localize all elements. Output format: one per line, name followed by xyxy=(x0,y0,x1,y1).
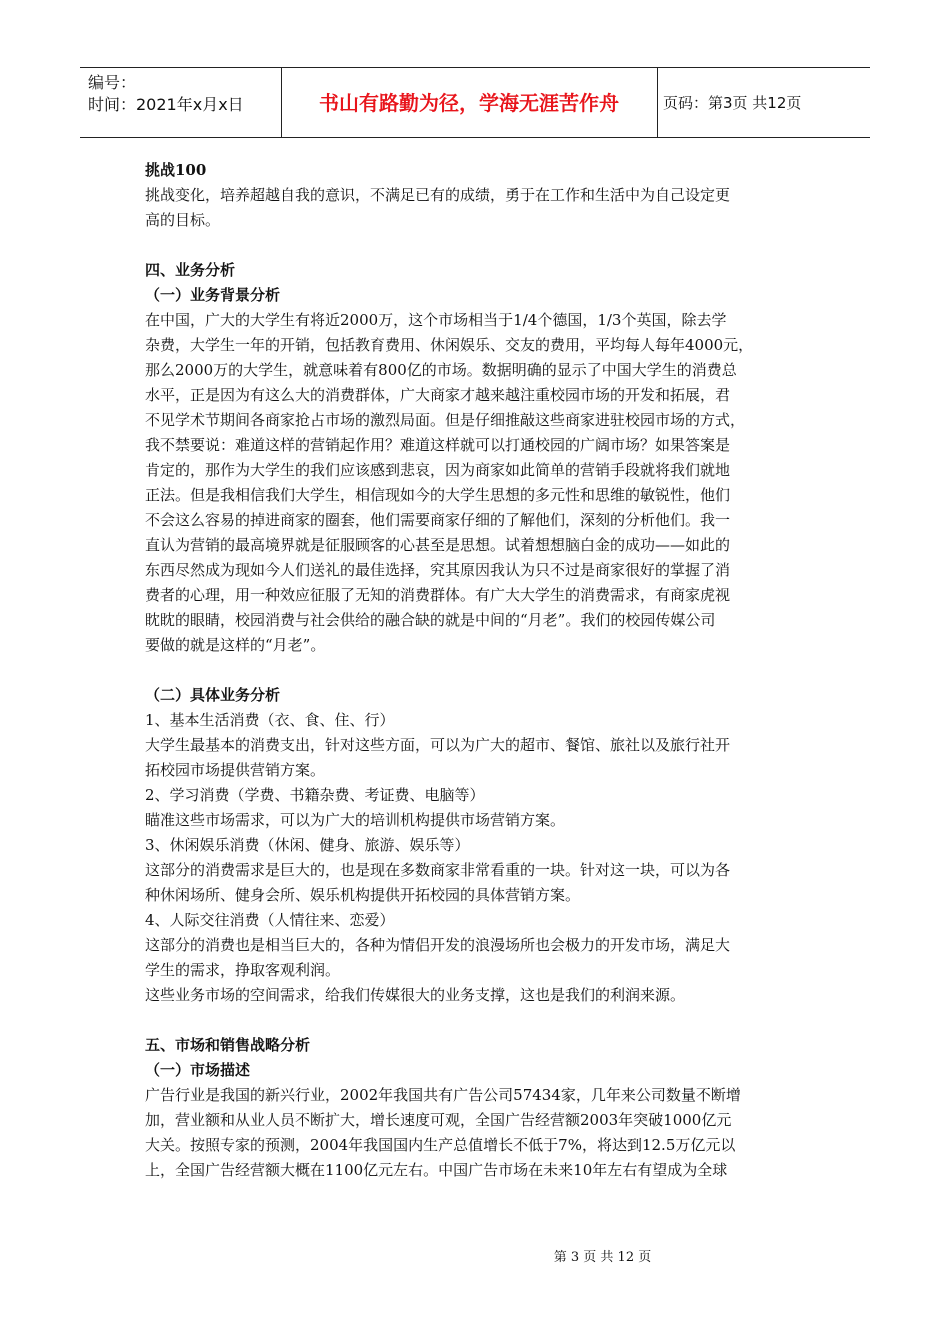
text-line: 这部分的消费需求是巨大的，也是现在多数商家非常看重的一块。针对这一块，可以为各 xyxy=(145,861,731,879)
text-line: 加，营业额和从业人员不断扩大，增长速度可观，全国广告经营额2003年突破1000亿元 xyxy=(145,1111,732,1129)
text-line: 拓校园市场提供营销方案。 xyxy=(145,761,326,779)
text-line: 广告行业是我国的新兴行业，2002年我国共有广告公司57434家，几年来公司数量不断增 xyxy=(145,1086,741,1104)
header-page-info: 页码：第3页 共12页 xyxy=(663,94,802,112)
text-line: 挑战变化，培养超越自我的意识，不满足已有的成绩，勇于在工作和生活中为自己设定更 xyxy=(145,186,731,204)
text-line: 上，全国广告经营额大概在1100亿元左右。中国广告市场在未来10年左右有望成为全球 xyxy=(145,1161,728,1179)
paragraph-gap xyxy=(145,1008,815,1033)
text-line: 大学生最基本的消费支出，针对这些方面，可以为广大的超市、餐馆、旅社以及旅行社开 xyxy=(145,736,731,754)
paragraph-gap xyxy=(145,658,815,683)
text-line: 大关。按照专家的预测，2004年我国国内生产总值增长不低于7%，将达到12.5万亿元以 xyxy=(145,1136,736,1154)
text-line: 学生的需求，挣取客观利润。 xyxy=(145,961,341,979)
section-heading: 四、业务分析 xyxy=(145,261,236,279)
text-line: 不会这么容易的掉进商家的圈套，他们需要商家仔细的了解他们，深刻的分析他们。我一 xyxy=(145,511,731,529)
text-line: 这些业务市场的空间需求，给我们传媒很大的业务支撑，这也是我们的利润来源。 xyxy=(145,986,686,1004)
text-line: 2、学习消费（学费、书籍杂费、考证费、电脑等） xyxy=(145,786,485,804)
document-number-label: 编号： xyxy=(88,73,137,92)
header-divider xyxy=(657,68,658,137)
section-heading: （一）业务背景分析 xyxy=(145,286,281,304)
section-heading: 挑战100 xyxy=(145,161,207,179)
header-motto: 书山有路勤为径，学海无涯苦作舟 xyxy=(319,91,619,115)
page-footer xyxy=(0,1246,950,1265)
text-line: 种休闲场所、健身会所、娱乐机构提供开拓校园的具体营销方案。 xyxy=(145,886,581,904)
text-line: 肯定的，那作为大学生的我们应该感到悲哀，因为商家如此简单的营销手段就将我们就地 xyxy=(145,461,731,479)
text-line: 1、基本生活消费（衣、食、住、行） xyxy=(145,711,395,729)
text-line: 瞄准这些市场需求，可以为广大的培训机构提供市场营销方案。 xyxy=(145,811,566,829)
text-line: 那么2000万的大学生，就意味着有800亿的市场。数据明确的显示了中国大学生的消费总 xyxy=(145,361,737,379)
text-line: 费者的心理，用一种效应征服了无知的消费群体。有广大大学生的消费需求，有商家虎视 xyxy=(145,586,731,604)
text-line: 要做的就是这样的“月老”。 xyxy=(145,636,326,654)
text-line: 这部分的消费也是相当巨大的，各种为情侣开发的浪漫场所也会极力的开发市场，满足大 xyxy=(145,936,731,954)
text-line: 正法。但是我相信我们大学生，相信现如今的大学生思想的多元性和思维的敏锐性，他们 xyxy=(145,486,731,504)
paragraph-gap xyxy=(145,233,815,258)
header-table xyxy=(80,67,870,138)
header-meta xyxy=(88,72,244,116)
section-heading: （二）具体业务分析 xyxy=(145,686,281,704)
text-line: 直认为营销的最高境界就是征服顾客的心甚至是思想。试着想想脑白金的成功——如此的 xyxy=(145,536,731,554)
footer-page-number: 第 3 页 共 12 页 xyxy=(553,1250,652,1265)
text-line: 水平，正是因为有这么大的消费群体，广大商家才越来越注重校园市场的开发和拓展，君 xyxy=(145,386,731,404)
text-line: 3、休闲娱乐消费（休闲、健身、旅游、娱乐等） xyxy=(145,836,470,854)
text-line: 眈眈的眼睛，校园消费与社会供给的融合缺的就是中间的“月老”。我们的校园传媒公司 xyxy=(145,611,716,629)
text-line: 我不禁要说：难道这样的营销起作用？难道这样就可以打通校园的广阔市场？如果答案是 xyxy=(145,436,731,454)
text-line: 高的目标。 xyxy=(145,211,221,229)
text-line: 4、人际交往消费（人情往来、恋爱） xyxy=(145,911,395,929)
text-line: 不见学术节期间各商家抢占市场的激烈局面。但是仔细推敲这些商家进驻校园市场的方式， xyxy=(145,411,746,429)
text-line: 杂费，大学生一年的开销，包括教育费用、休闲娱乐、交友的费用，平均每人每年4000元， xyxy=(145,336,754,354)
text-line: 东西尽然成为现如今人们送礼的最佳选择，究其原因我认为只不过是商家很好的掌握了消 xyxy=(145,561,731,579)
document-body xyxy=(145,158,815,1183)
document-time-label: 时间：2021年x月x日 xyxy=(88,95,244,114)
text-line: 在中国，广大的大学生有将近2000万，这个市场相当于1/4个德国，1/3个英国，除去学 xyxy=(145,311,727,329)
section-heading: 五、市场和销售战略分析 xyxy=(145,1036,311,1054)
section-heading: （一）市场描述 xyxy=(145,1061,251,1079)
